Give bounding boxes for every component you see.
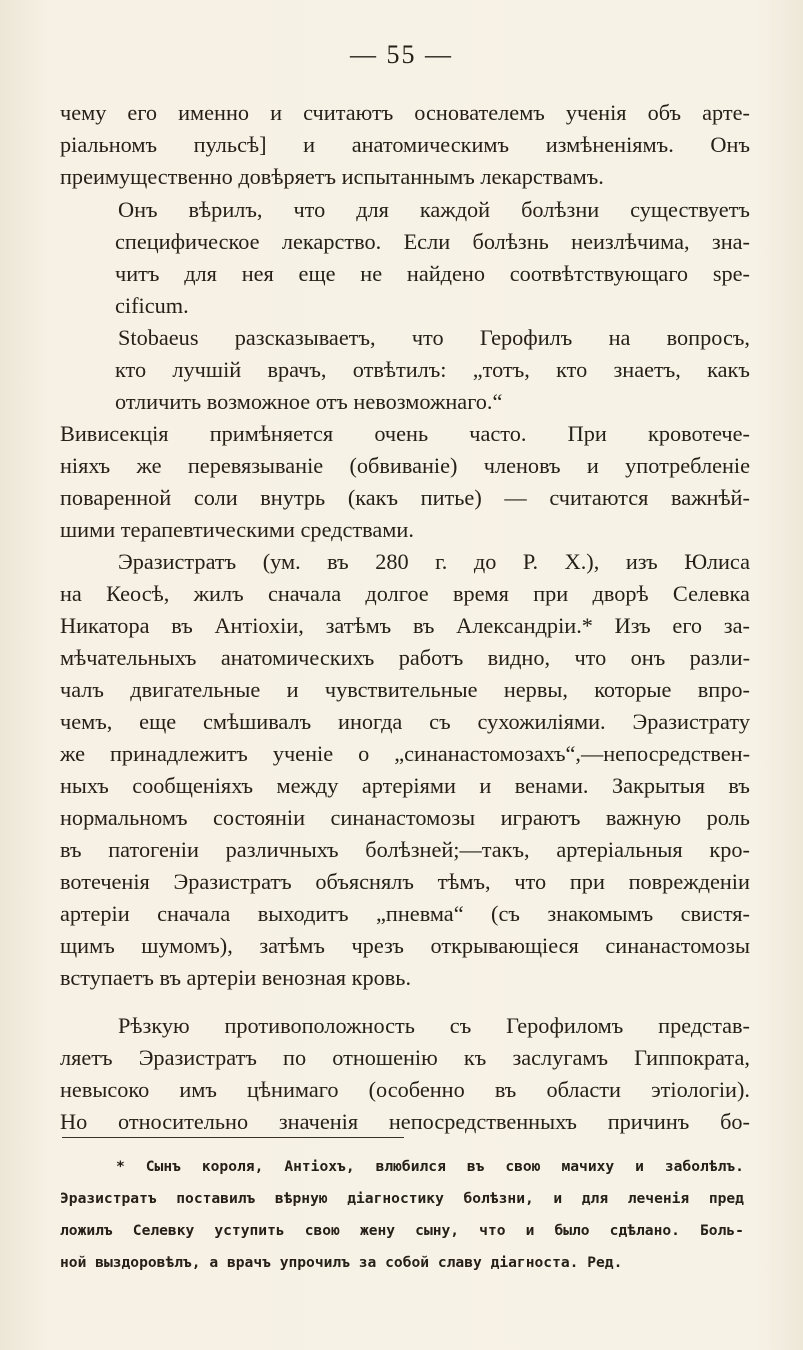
body-line: специфическое лекарство. Если болѣзнь неизлѣчима, зна- — [115, 229, 750, 254]
body-line: же принадлежитъ ученіе о „синанастомозахъ“,—непосредствен- — [60, 741, 750, 766]
body-line: Рѣзкую противоположность съ Герофиломъ представ- — [118, 1013, 750, 1038]
body-line: ніяхъ же перевязываніе (обвиваніе) членовъ и употребленіе — [60, 453, 750, 478]
body-line: Эразистратъ (ум. въ 280 г. до Р. Х.), изъ Юлиса — [118, 549, 750, 574]
body-line: ляетъ Эразистратъ по отношенію къ заслугамъ Гиппократа, — [60, 1045, 750, 1070]
body-line: Но относительно значенія непосредственныхъ причинъ бо- — [60, 1109, 750, 1134]
body-line: вотеченія Эразистратъ объяснялъ тѣмъ, что при поврежденіи — [60, 869, 750, 894]
footnote-line: ной выздоровѣлъ, а врачъ упрочилъ за собой славу діагноста. Ред. — [60, 1254, 623, 1271]
body-line: ныхъ сообщеніяхъ между артеріями и венами. Закрытыя въ — [60, 773, 750, 798]
body-line: невысоко имъ цѣнимаго (особенно въ области этіологіи). — [60, 1077, 750, 1102]
body-line: артеріи сначала выходитъ „пневма“ (съ знакомымъ свистя- — [60, 901, 750, 926]
body-line: нормальномъ состояніи синанастомозы играютъ важную роль — [60, 805, 750, 830]
footnote-line: Эразистратъ поставилъ вѣрную діагностику болѣзни, и для леченія пред — [60, 1190, 744, 1207]
footnote-divider — [62, 1137, 404, 1138]
body-line: Никатора въ Антіохіи, затѣмъ въ Александріи.* Изъ его за- — [60, 613, 750, 638]
body-line: чемъ, еще смѣшивалъ иногда съ сухожиліями. Эразистрату — [60, 709, 750, 734]
body-line: ріальномъ пульсѣ] и анатомическимъ измѣненіямъ. Онъ — [60, 132, 750, 157]
body-line: въ патогеніи различныхъ болѣзней;—такъ, артеріальныя кро- — [60, 837, 750, 862]
body-line: чему его именно и считаютъ основателемъ ученія объ арте- — [60, 100, 750, 125]
body-line: кто лучшій врачъ, отвѣтилъ: „тотъ, кто знаетъ, какъ — [115, 357, 750, 382]
footnote-line: * Сынъ короля, Антіохъ, влюбился въ свою мачиху и заболѣлъ. — [116, 1158, 744, 1175]
body-line: вступаетъ въ артеріи венозная кровь. — [60, 965, 412, 990]
body-line: Вивисекція примѣняется очень часто. При кровотече- — [60, 421, 750, 446]
body-line: cificum. — [115, 293, 189, 318]
body-line: поваренной соли внутрь (какъ питье) — считаются важнѣй- — [60, 485, 750, 510]
body-line: отличить возможное отъ невозможнаго.“ — [115, 389, 503, 414]
body-line: читъ для нея еще не найдено соотвѣтствующаго spe- — [115, 261, 750, 286]
page-number: — 55 — — [350, 40, 453, 69]
body-line: на Кеосѣ, жилъ сначала долгое время при дворѣ Селевка — [60, 581, 750, 606]
body-line: чалъ двигательные и чувствительные нервы, которые впро- — [60, 677, 750, 702]
footnote-line: ложилъ Селевку уступить свою жену сыну, что и было сдѣлано. Боль- — [60, 1222, 744, 1239]
body-line: щимъ шумомъ), затѣмъ чрезъ открывающіеся синанастомозы — [60, 933, 750, 958]
body-line: преимущественно довѣряетъ испытаннымъ лекарствамъ. — [60, 164, 604, 189]
body-line: мѣчательныхъ анатомическихъ работъ видно, что онъ разли- — [60, 645, 750, 670]
body-line: Stobaeus разсказываетъ, что Герофилъ на вопросъ, — [118, 325, 750, 350]
body-line: шими терапевтическими средствами. — [60, 517, 414, 542]
body-line: Онъ вѣрилъ, что для каждой болѣзни существуетъ — [118, 197, 750, 222]
